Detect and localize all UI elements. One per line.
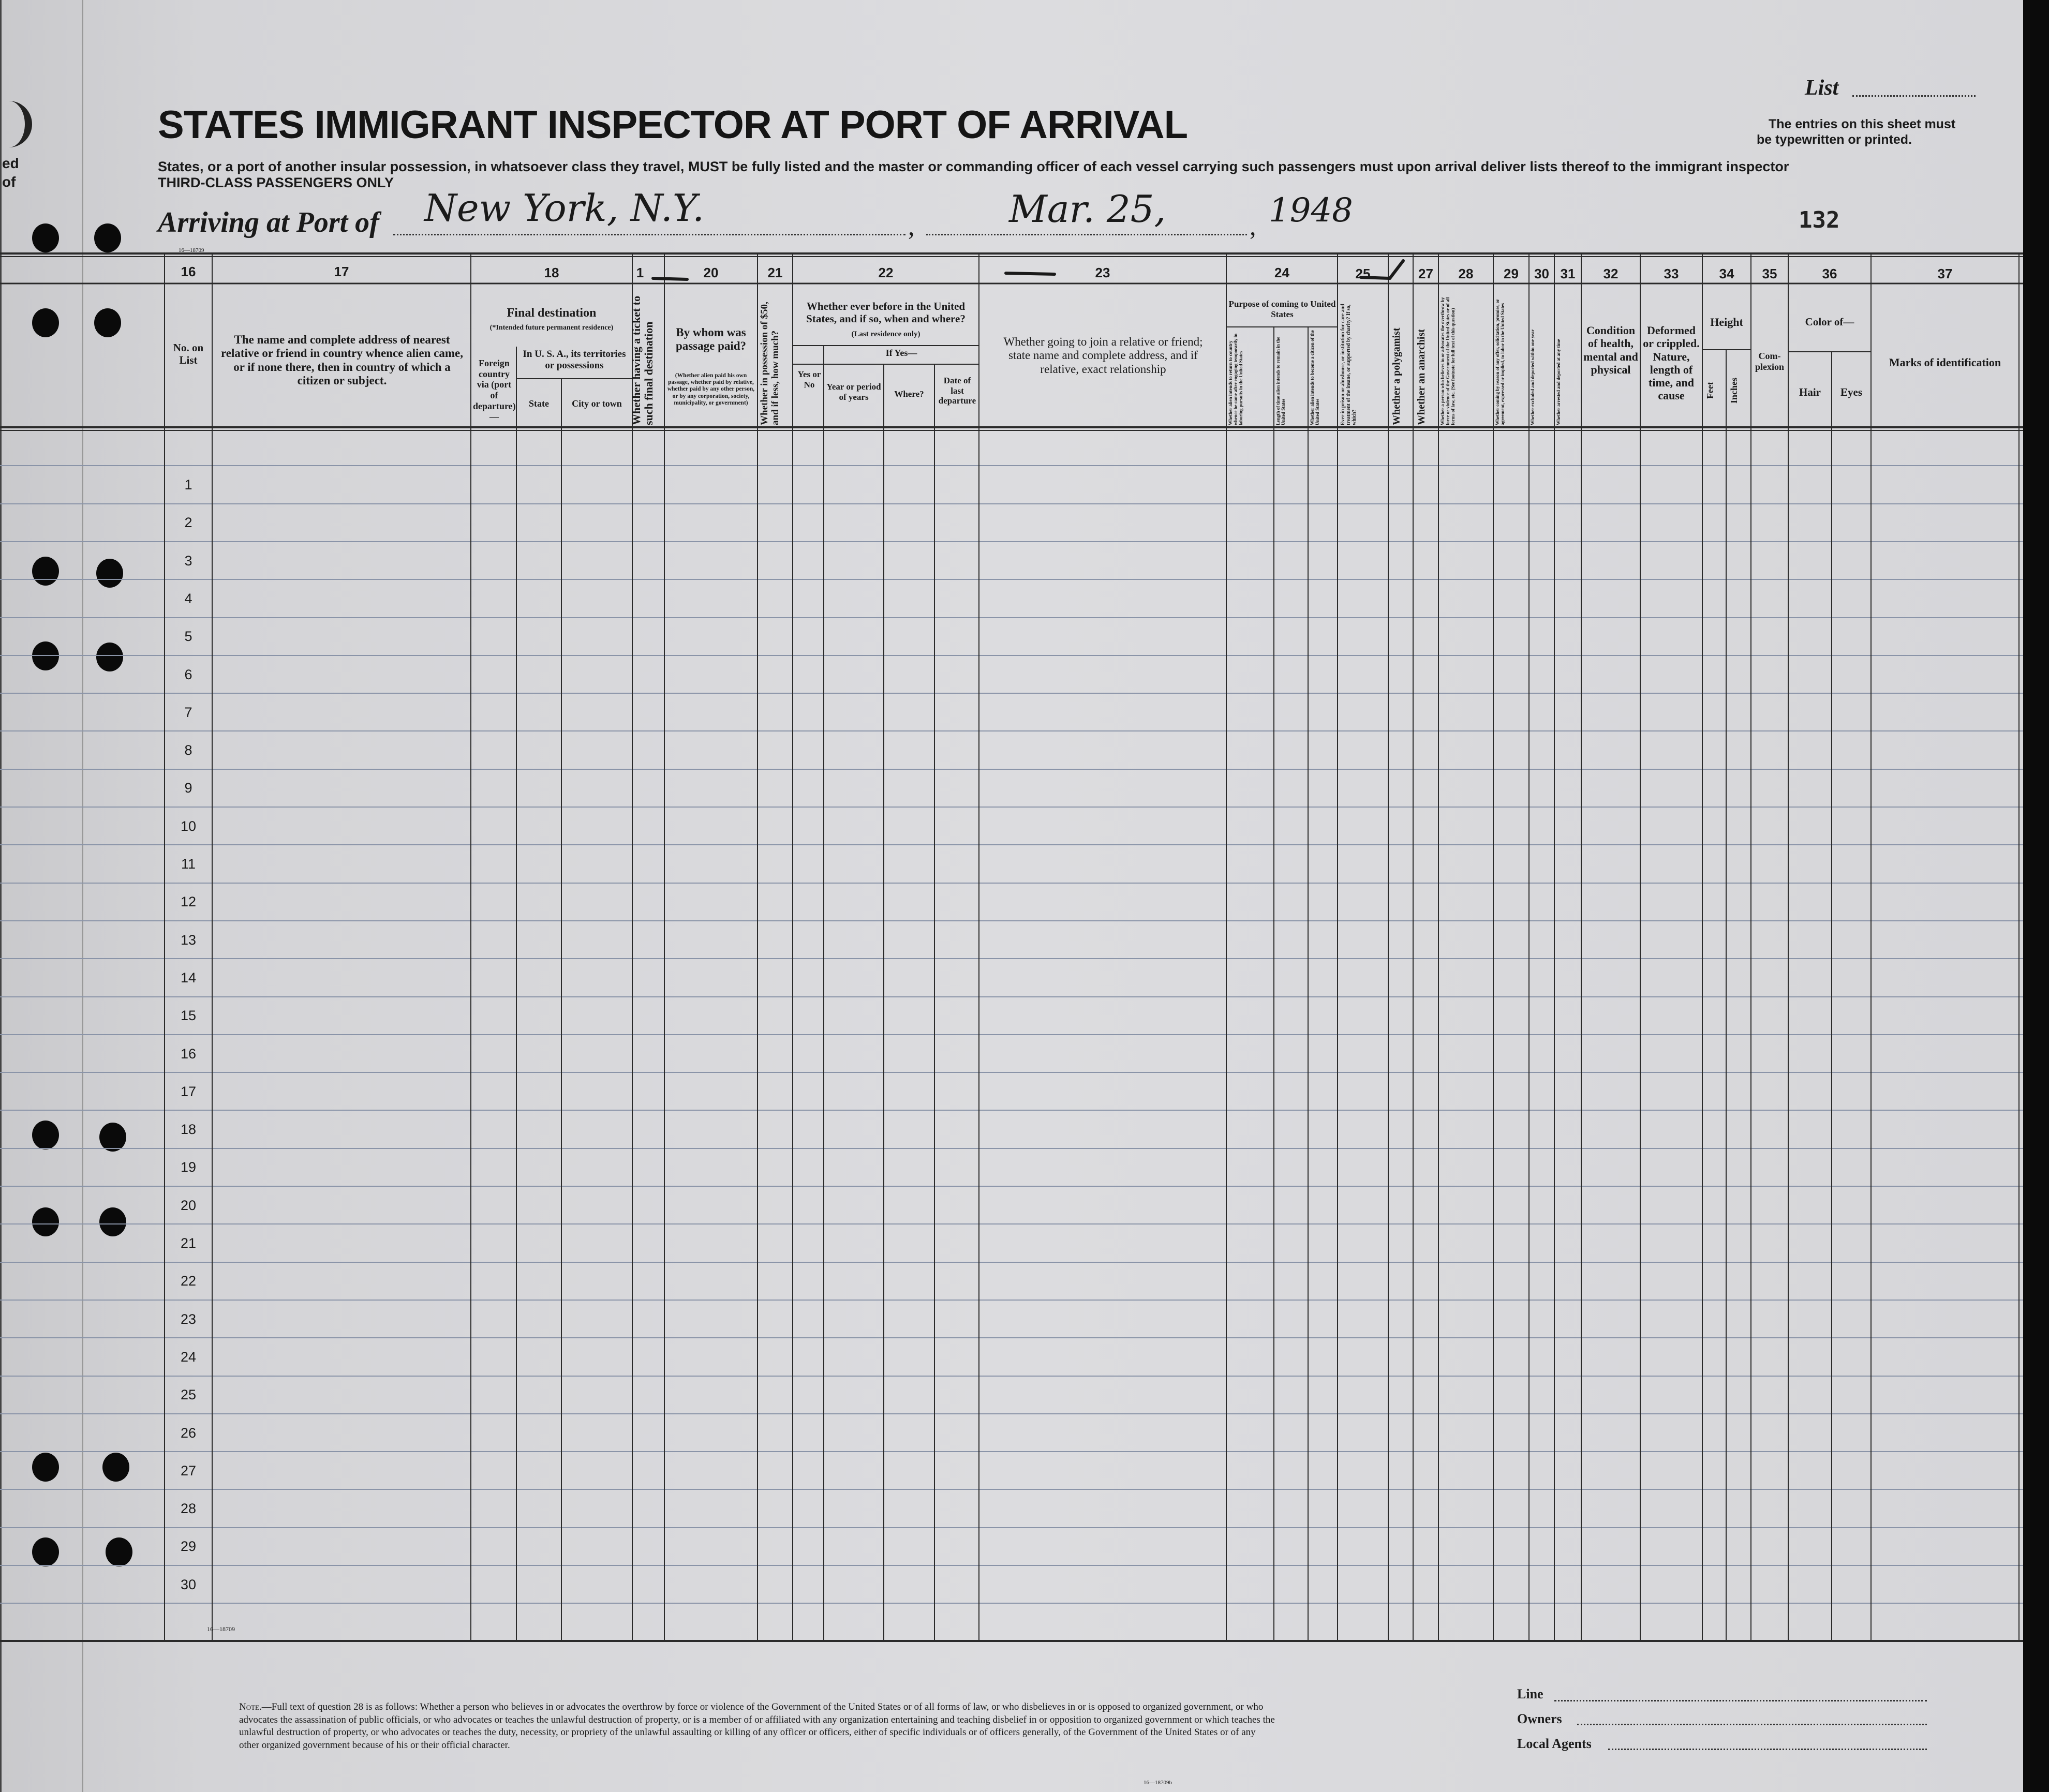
passenger-class: THIRD-CLASS PASSENGERS ONLY — [158, 175, 394, 190]
row-number: 13 — [180, 932, 197, 948]
row-number: 11 — [181, 856, 196, 872]
handwritten-year: 1948 — [1269, 191, 1353, 230]
heading-last-residence: (Last residence only) — [851, 330, 920, 338]
column-number: 29 — [1504, 266, 1519, 281]
form-code-top: 16—18709 — [179, 247, 204, 253]
heading-question-30: Whether excluded and deported within one year — [1530, 329, 1535, 425]
heading-question-28: Whether a person who believes in or advocates the overthrow by force or violence of the Government of the United States or of all forms of law, etc. (See footnote for full text of this question) — [1440, 297, 1456, 425]
entries-note-1: The entries on this sheet must — [1769, 117, 1956, 131]
column-number: 17 — [334, 264, 349, 279]
heading-final-destination-note: (*Intended future permanent residence) — [489, 324, 614, 332]
heading-complexion: Com-plexion — [1755, 351, 1784, 372]
row-number: 2 — [184, 515, 192, 531]
heading-by-whom-note: (Whether alien paid his own passage, whether paid by relative, whether paid by any other person, or by any corporation, society, municipality, or government) — [667, 372, 755, 406]
row-number: 15 — [180, 1008, 197, 1024]
column-number: 21 — [767, 265, 783, 280]
handwritten-date: Mar. 25, — [1009, 187, 1166, 231]
row-number: 22 — [180, 1273, 197, 1289]
heading-purpose-length: Length of time alien intends to remain in the United States — [1275, 337, 1286, 425]
column-number: 35 — [1762, 266, 1777, 281]
heading-final-destination: Final destination — [507, 306, 597, 320]
form-title: STATES IMMIGRANT INSPECTOR AT PORT OF ARRIVAL — [158, 103, 1188, 147]
row-number: 9 — [184, 780, 192, 796]
row-number: 25 — [180, 1387, 197, 1403]
edge-fragment-1: ed — [2, 155, 19, 171]
column-number: 25 — [1355, 266, 1371, 281]
heading-state: State — [529, 398, 549, 409]
row-number: 29 — [180, 1539, 197, 1555]
heading-anarchist: Whether an anarchist — [1416, 329, 1427, 425]
row-number: 16 — [180, 1046, 197, 1062]
heading-polygamist: Whether a polygamist — [1391, 327, 1402, 425]
heading-color-of: Color of— — [1805, 316, 1854, 328]
heading-feet: Feet — [1705, 382, 1715, 399]
column-number: 30 — [1534, 266, 1549, 281]
heading-yes-or-no: Yes or No — [797, 369, 821, 390]
heading-in-usa: In U. S. A., its territories or possessions — [523, 349, 626, 371]
note-text: —Full text of question 28 is as follows: Whether a person who believes in or advocates the overthrow by force or violence of the Government of the United States or of all forms of law, or who disbelieves in or is opposed to organized government, or who advocates the assassination of public officials, or who advocates or teaches the unlawful destruction of property, or is a member of or affiliated with any organization entertaining and teaching disbelief in or opposition to organized government or which teaches the unlawful destruction of property, or who advocates or teaches the duty, necessity, or propriety of the unlawful assaulting or killing of any officer or officers, either of specific individuals or of officers generally, of the Government of the United States or of any other organized government because of his or their official character. — [239, 1701, 1275, 1751]
row-number: 21 — [180, 1235, 197, 1251]
owners-label: Owners — [1517, 1711, 1562, 1726]
heading-by-whom-paid: By whom was passage paid? — [675, 326, 747, 353]
row-number: 17 — [180, 1083, 197, 1099]
heading-where: Where? — [894, 389, 924, 399]
heading-question-31: Whether arrested and deported at any time — [1556, 339, 1561, 425]
heading-possession-50: Whether in possession of $50, and if less, how much? — [759, 302, 781, 425]
column-number: 36 — [1822, 266, 1837, 281]
heading-purpose: Purpose of coming to United States — [1228, 299, 1336, 319]
row-number: 12 — [180, 894, 197, 910]
local-agents-label: Local Agents — [1517, 1736, 1592, 1751]
heading-join-relative: Whether going to join a relative or friend; state name and complete address, and if relative, exact relationship — [1003, 335, 1203, 376]
row-number: 19 — [180, 1159, 197, 1175]
row-number: 10 — [180, 818, 197, 834]
row-number: 18 — [180, 1122, 197, 1138]
column-number: 23 — [1095, 265, 1110, 280]
owners-field — [1577, 1724, 1927, 1725]
row-number: 1 — [184, 477, 192, 492]
column-number: 22 — [878, 265, 894, 280]
row-number: 6 — [184, 666, 192, 682]
heading-marks: Marks of identification — [1889, 356, 2001, 369]
form-code-note: 16—18709b — [1144, 1780, 1172, 1786]
heading-if-yes: If Yes— — [885, 348, 917, 358]
form-code-bottom: 16—18709 — [207, 1625, 235, 1633]
row-number: 14 — [180, 969, 197, 985]
row-number: 20 — [180, 1197, 197, 1213]
column-number: 24 — [1274, 265, 1289, 280]
line-label: Line — [1517, 1686, 1543, 1701]
list-label: List — [1805, 76, 1839, 100]
comma: , — [1250, 212, 1256, 241]
row-number: 24 — [180, 1349, 197, 1365]
row-number: 27 — [180, 1462, 197, 1479]
heading-hair: Hair — [1799, 386, 1821, 398]
comma: , — [908, 212, 915, 241]
column-number: 32 — [1603, 266, 1619, 281]
column-number: 31 — [1560, 266, 1576, 281]
column-number: 16 — [181, 264, 196, 279]
row-number: 5 — [184, 629, 192, 645]
heading-ever-before: Whether ever before in the United States, and if so, when and where? — [806, 300, 966, 325]
heading-prison: Ever in prison or almshouse, or institution for care and treatment of the insane, or supported by charity? If so, which? — [1340, 304, 1357, 425]
footnote-question-28 — [239, 1701, 1276, 1752]
heading-date-last-departure: Date of last departure — [938, 376, 976, 406]
line-field — [1554, 1700, 1927, 1701]
heading-eyes: Eyes — [1840, 386, 1862, 398]
note-label: Note. — [239, 1701, 262, 1712]
column-number: 37 — [1937, 266, 1953, 281]
local-agents-field — [1608, 1749, 1927, 1750]
column-number: 33 — [1664, 266, 1679, 281]
entries-note-2: be typewritten or printed. — [1757, 132, 1912, 147]
edge-fragment-2: of — [2, 174, 16, 190]
form-subtitle: States, or a port of another insular possession, in whatsoever class they travel, MUST be fully listed and the master or commanding officer of each vessel carrying such passengers must upon arrival deliver lists thereof to the immigrant inspector — [158, 159, 1789, 174]
heading-inches: Inches — [1729, 378, 1739, 404]
heading-ticket: Whether having a ticket to such final destination — [630, 295, 656, 425]
column-number: 1 — [636, 265, 644, 280]
heading-height: Height — [1710, 316, 1743, 328]
heading-purpose-return: Whether alien intends to return to country whence he came after engaging temporarily in laboring pursuits in the United States — [1228, 333, 1243, 425]
heading-condition-health: Condition of health, mental and physical — [1583, 324, 1638, 376]
handwritten-port: New York, N.Y. — [424, 186, 704, 230]
heading-foreign-country: Foreign country via (port of departure)— — [473, 358, 516, 422]
row-number: 26 — [180, 1425, 197, 1441]
heading-deformed: Deformed or crippled. Nature, length of time, and cause — [1643, 324, 1700, 402]
row-number: 3 — [184, 552, 192, 569]
row-number: 7 — [184, 704, 192, 720]
heading-no-on-list: No. on List — [173, 341, 204, 367]
row-number: 28 — [180, 1501, 197, 1517]
column-number: 28 — [1458, 266, 1474, 281]
arriving-label: Arriving at Port of — [158, 206, 379, 238]
page-number: 132 — [1799, 207, 1840, 233]
row-number: 8 — [184, 742, 192, 758]
column-number: 20 — [703, 265, 719, 280]
column-number: 18 — [544, 265, 559, 280]
heading-city-or-town: City or town — [572, 398, 622, 409]
column-number: 34 — [1719, 266, 1734, 281]
row-number: 4 — [184, 590, 192, 606]
heading-question-29: Whether coming by reason of any offer, solicitation, promise, or agreement, expressed or implied, to labor in the United States — [1495, 299, 1505, 425]
heading-year-or-period: Year or period of years — [826, 382, 881, 402]
heading-purpose-citizen: Whether alien intends to become a citizen of the United States — [1310, 330, 1320, 425]
column-number: 27 — [1418, 266, 1433, 281]
heading-nearest-relative: The name and complete address of nearest relative or friend in country whence alien came, or if none there, then in country of which a citizen or subject. — [220, 333, 463, 387]
row-number: 23 — [180, 1311, 197, 1327]
row-number: 30 — [180, 1576, 197, 1592]
